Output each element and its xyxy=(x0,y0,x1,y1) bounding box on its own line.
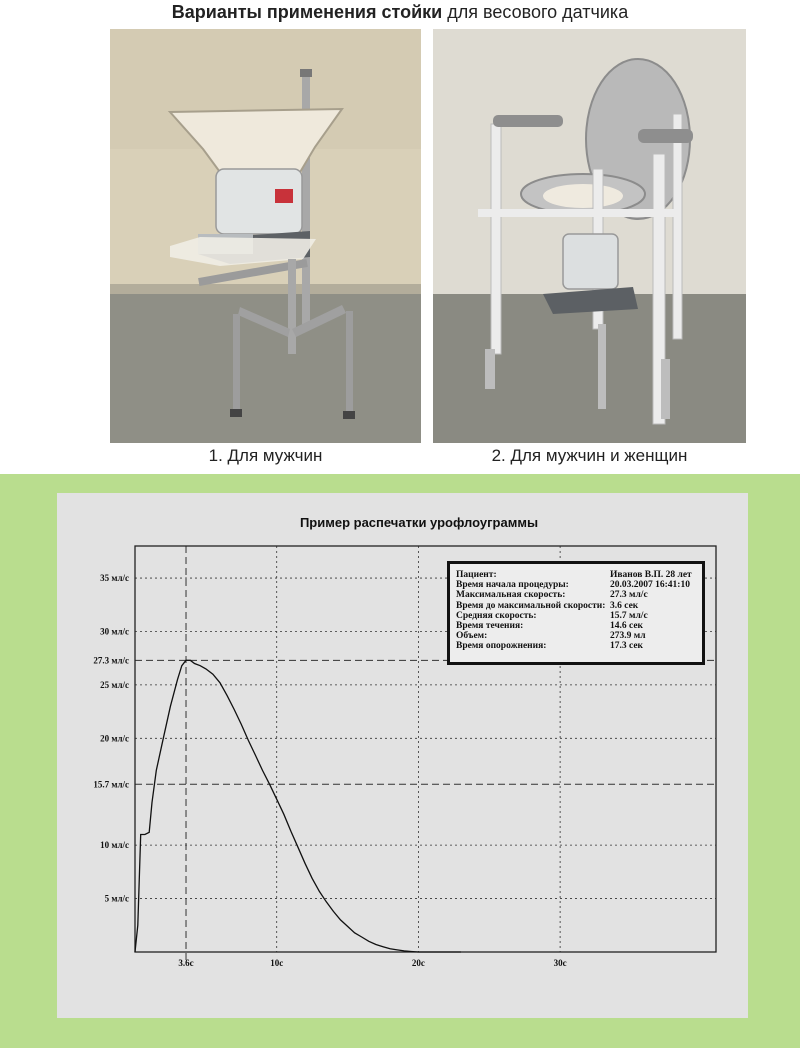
info-label: Время до максимальной скорости: xyxy=(456,600,606,611)
info-row xyxy=(456,631,696,641)
y-tick-label: 27.3 мл/с xyxy=(93,655,129,666)
info-value: 273.9 мл xyxy=(610,631,646,642)
info-row xyxy=(456,580,696,590)
info-value: 27.3 мл/с xyxy=(610,590,648,601)
info-value: 20.03.2007 16:41:10 xyxy=(610,580,690,591)
y-tick-label: 15.7 мл/с xyxy=(93,779,129,790)
x-tick-label: 30с xyxy=(553,958,567,968)
info-value: 15.7 мл/с xyxy=(610,610,648,621)
info-label: Пациент: xyxy=(456,570,497,580)
x-tick-label: 10с xyxy=(270,958,284,968)
info-label: Средняя скорость: xyxy=(456,610,537,621)
y-tick-label: 30 мл/с xyxy=(100,626,129,637)
info-label: Время начала процедуры: xyxy=(456,580,569,591)
y-tick-label: 35 мл/с xyxy=(100,573,129,584)
info-value: 14.6 сек xyxy=(610,621,644,632)
flow-curve xyxy=(135,660,461,952)
y-tick-labels xyxy=(93,573,129,904)
x-tick-label: 3.6с xyxy=(178,958,194,968)
info-label: Время течения: xyxy=(456,621,524,632)
y-tick-label: 25 мл/с xyxy=(100,679,129,690)
x-tick-labels xyxy=(178,958,566,968)
title-rest: для весового датчика xyxy=(447,2,629,22)
info-label: Объем: xyxy=(456,631,488,642)
info-row xyxy=(456,601,696,611)
info-label: Максимальная скорость: xyxy=(456,590,566,601)
photo-caption: 1. Для мужчин xyxy=(208,446,323,465)
info-value: Иванов В.П. 28 лет xyxy=(610,570,692,580)
info-row xyxy=(456,570,696,580)
y-tick-label: 10 мл/с xyxy=(100,840,129,851)
info-row xyxy=(456,621,696,631)
info-row xyxy=(456,611,696,621)
photo-caption: 2. Для мужчин и женщин xyxy=(491,446,688,465)
title-bold: Варианты применения стойки xyxy=(171,2,443,22)
info-row xyxy=(456,641,696,651)
y-tick-label: 20 мл/с xyxy=(100,733,129,744)
chart-title: Пример распечатки урофлоуграммы xyxy=(299,515,539,530)
info-row xyxy=(456,590,696,600)
info-value: 17.3 сек xyxy=(610,641,644,652)
y-tick-label: 5 мл/с xyxy=(104,893,129,904)
info-label: Время опорожнения: xyxy=(456,641,547,652)
x-tick-label: 20с xyxy=(411,958,425,968)
info-value: 3.6 сек xyxy=(610,600,639,611)
patient-info-box xyxy=(447,561,705,665)
